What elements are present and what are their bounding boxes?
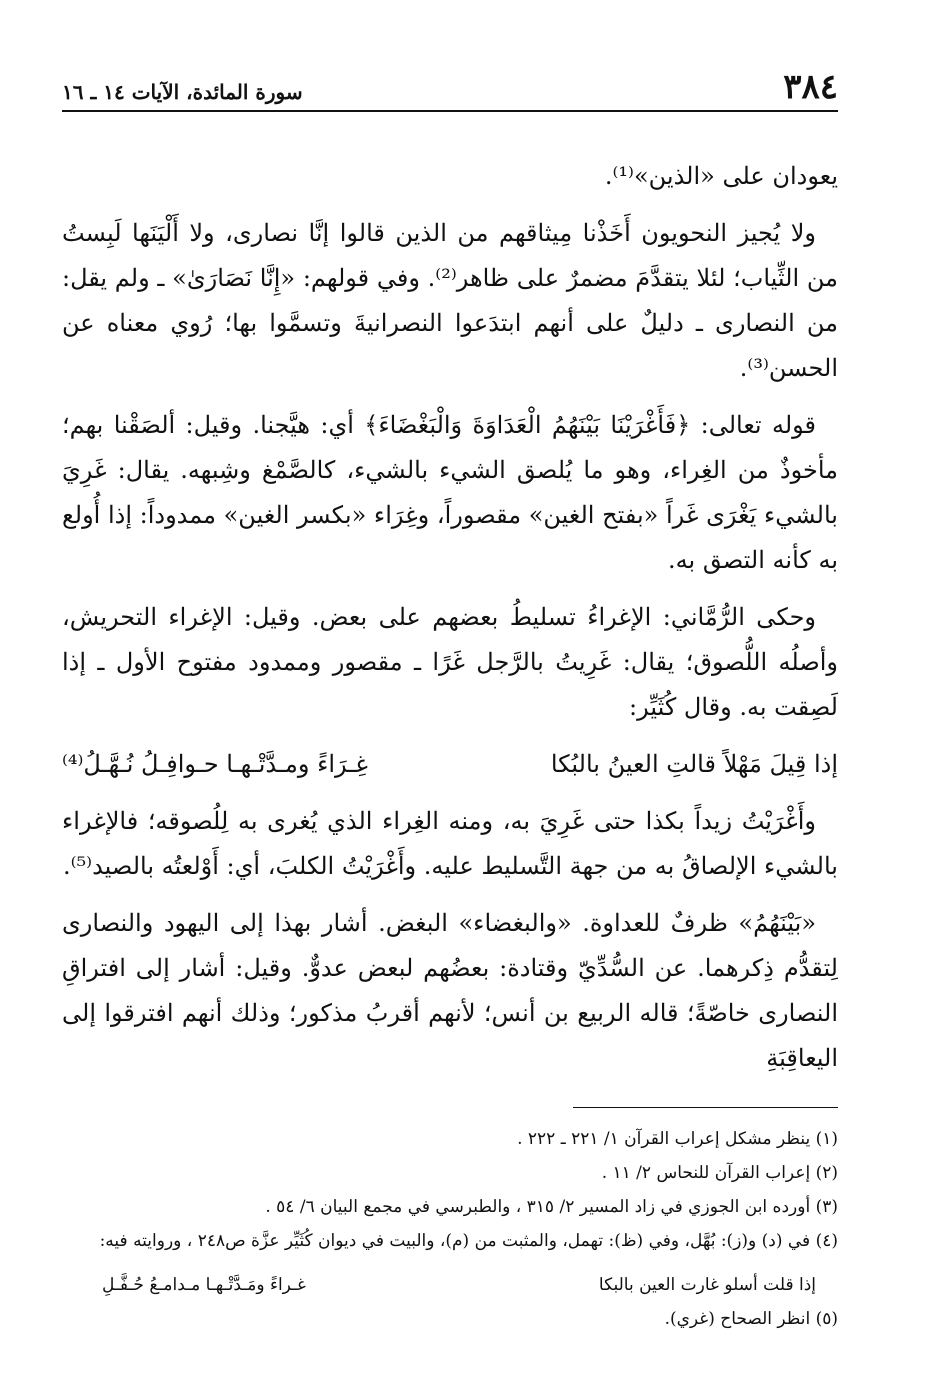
page-number: ٣٨٤ — [783, 67, 838, 107]
paragraph: وأَغْرَيْتُ زيداً بكذا حتى غَرِيَ به، ومنه الغِراء الذي يُغرى به لِلُصوقه؛ فالإغراء بالشيء الإلصاقُ به من جهة التَّسليط عليه. وأَغْرَيْتُ الكلبَ، أي: أَوْلعتُه بالصيد⁽⁵⁾. — [62, 807, 838, 880]
footnotes — [62, 1122, 838, 1336]
footnote: (٣) أورده ابن الجوزي في زاد المسير ٢/ ٣١٥ ، والطبرسي في مجمع البيان ٦/ ٥٤ . — [265, 1197, 838, 1217]
verse-first-hemistich: إذا قِيلَ مَهْلاً قالتِ العينُ بالبُكا — [550, 750, 838, 778]
footnote-separator — [573, 1107, 838, 1108]
paragraph: قوله تعالى: ﴿فَأَغْرَيْنَا بَيْنَهُمُ الْعَدَاوَةَ وَالْبَغْضَاءَ﴾ أي: هيَّجنا. وقيل: ألصَقْنا بهم؛ مأخوذٌ من الغِراء، وهو ما يُلصق الشيء بالشيء، كالصَّمْغ وشِبهه. يقال: غَرِيَ بالشيء يَغْرَى غَراً «بفتح الغين» مقصوراً، وغِرَاء «بكسر الغين» ممدوداً: إذا أُولع به كأنه التصق به. — [62, 411, 838, 574]
poetry-verse — [62, 742, 838, 787]
footnote: (٤) في (د) و(ز): بُهَّل، وفي (ظ): تهمل، والمثبت من (م)، والبيت في ديوان كُثَيِّر عزَّة ص٢٤٨ ، وروايته فيه: — [99, 1231, 838, 1251]
main-text — [62, 154, 838, 1081]
footnote: (١) ينظر مشكل إعراب القرآن ١/ ٢٢١ ـ ٢٢٢ . — [517, 1129, 838, 1149]
footnote-verse-second-hemistich: غـراءً ومَـدَّتْـهـا مـدامـعُ حُـفَّـلِ — [102, 1275, 306, 1295]
paragraph: وحكى الرُّمَّاني: الإغراءُ تسليطُ بعضهم على بعض. وقيل: الإغراء التحريش، وأصلُه اللُّصوق؛ يقال: غَرِيتُ بالرَّجل غَرًا ـ مقصور وممدود مفتوح الأول ـ إذا لَصِقت به. وقال كُثَيِّر: — [62, 603, 838, 721]
paragraph: ولا يُجيز النحويون أَخَذْنا مِيثاقهم من الذين قالوا إنَّا نصارى، ولا أَلْيَنَها لَبِستُ من الثِّياب؛ لئلا يتقدَّمَ مضمرٌ على ظاهر⁽²⁾. وفي قولهم: «إِنَّا نَصَارَىٰ» ـ ولم يقل: من النصارى ـ دليلٌ على أنهم ابتدَعوا النصرانيةَ وتسمَّوا بها؛ رُوي معناه عن الحسن⁽³⁾. — [62, 219, 838, 382]
footnote-verse — [62, 1258, 838, 1302]
footnote: (٢) إعراب القرآن للنحاس ٢/ ١١ . — [601, 1163, 838, 1183]
book-page — [62, 67, 838, 1346]
footnote-verse-first-hemistich: إذا قلت أسلو غارت العين بالبكا — [598, 1275, 816, 1295]
verse-second-hemistich: غِـرَاءً ومـدَّتْـهـا حـوافِـلُ نُـهَّـلُ⁽⁴⁾ — [62, 750, 368, 778]
running-title: سورة المائدة، الآيات ١٤ ـ ١٦ — [62, 80, 303, 104]
paragraph: «بَيْنَهُمُ» ظرفٌ للعداوة. «والبغضاء» البغض. أشار بهذا إلى اليهود والنصارى لِتقدُّم ذِكرهما. عن السُّدِّيّ وقتادة: بعضُهم لبعض عدوٌّ. وقيل: أشار إلى افتراقِ النصارى خاصّةً؛ قاله الربيع بن أنس؛ لأنهم أقربُ مذكور؛ وذلك أنهم افترقوا إلى اليعاقِبَةِ — [62, 909, 838, 1072]
paragraph: يعودان على «الذين»⁽¹⁾. — [604, 162, 838, 190]
footnote: (٥) انظر الصحاح (غري). — [664, 1309, 838, 1329]
page-header — [62, 67, 838, 112]
